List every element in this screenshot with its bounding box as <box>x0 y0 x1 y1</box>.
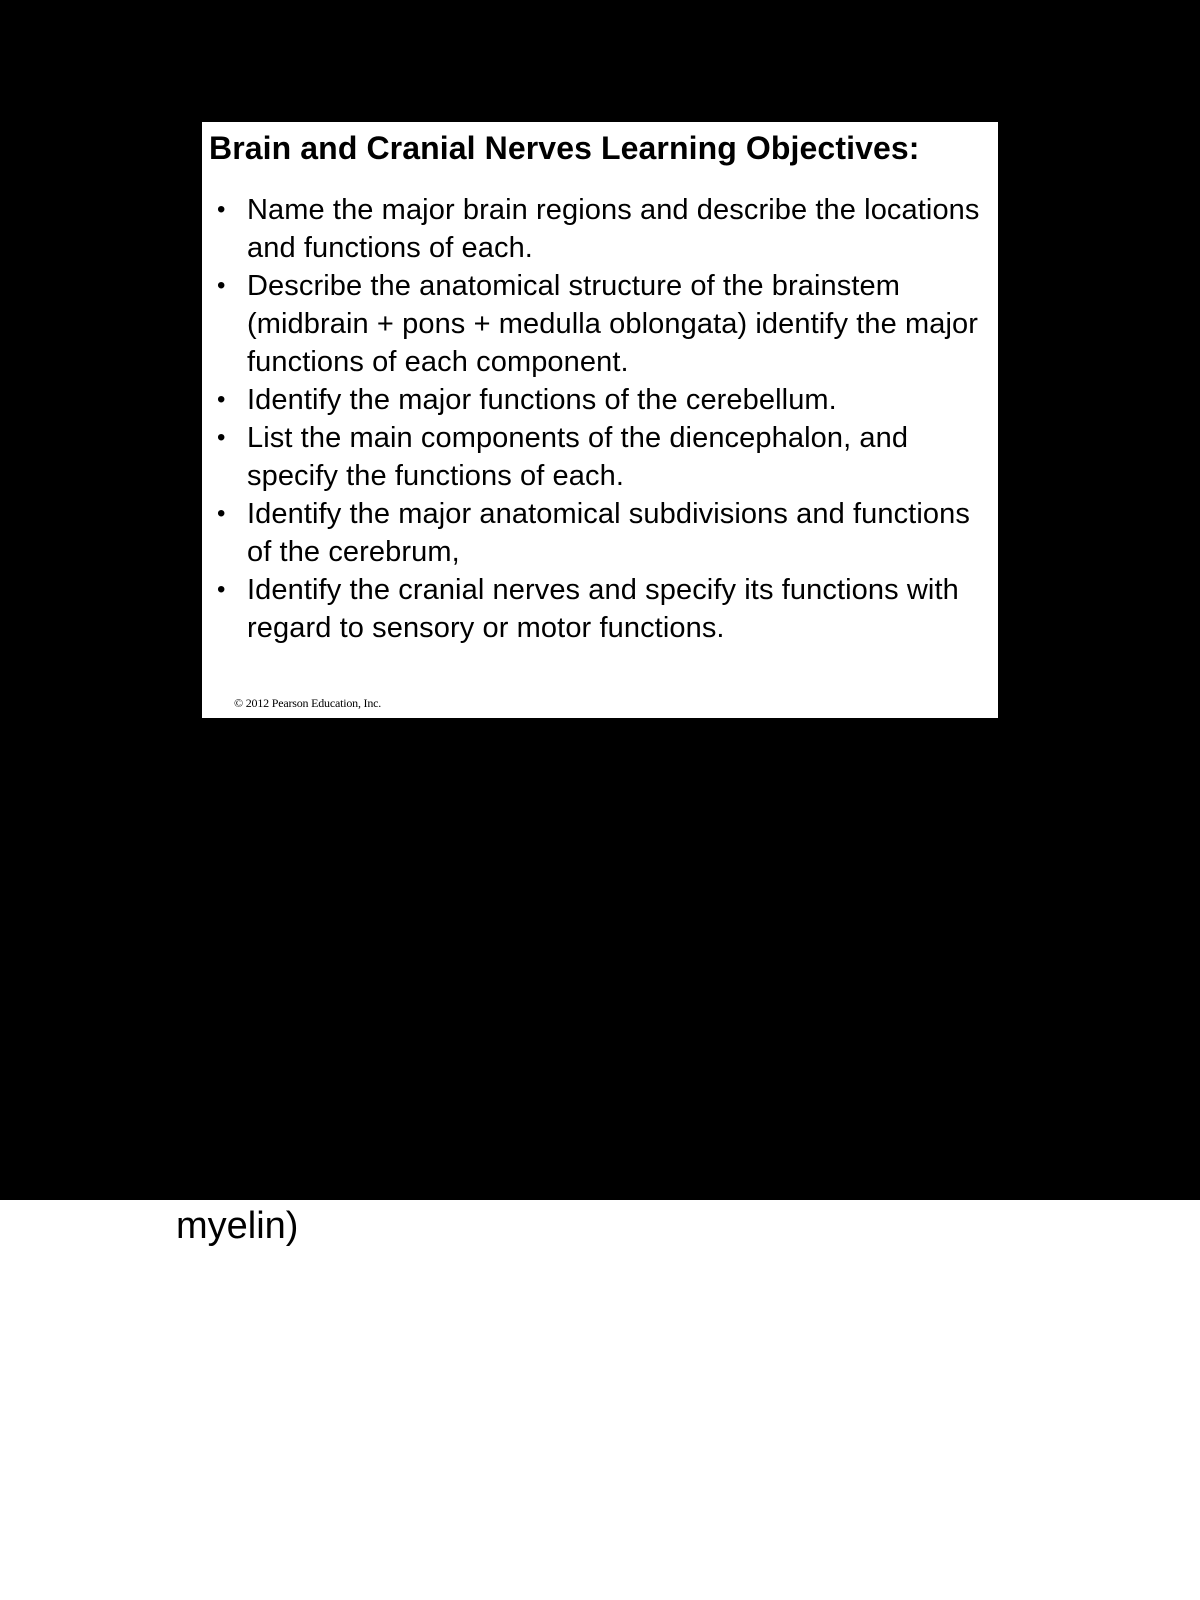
objective-item <box>209 495 998 571</box>
bullet-icon: • <box>217 196 226 223</box>
objectives-list <box>209 191 998 647</box>
objective-item <box>209 571 998 647</box>
objective-text: List the main components of the diencephalon, and specify the functions of each. <box>247 422 909 492</box>
bullet-icon: • <box>217 272 226 299</box>
copyright-notice: © 2012 Pearson Education, Inc. <box>234 696 382 710</box>
trailing-body-text: myelin) <box>176 1205 299 1247</box>
objective-text: Identify the major anatomical subdivisions and functions of the cerebrum, <box>247 498 970 568</box>
objective-item <box>209 419 998 495</box>
objective-text: Identify the major functions of the cerebellum. <box>247 384 837 416</box>
bullet-icon: • <box>217 576 226 603</box>
bullet-icon: • <box>217 386 226 413</box>
objective-text: Name the major brain regions and describe the locations and functions of each. <box>247 194 980 264</box>
bullet-icon: • <box>217 500 226 527</box>
objective-item <box>209 191 998 267</box>
objective-text: Describe the anatomical structure of the brainstem (midbrain + pons + medulla oblongata) identify the major functions of each component. <box>247 270 979 378</box>
slide-card <box>202 122 998 718</box>
objective-text: Identify the cranial nerves and specify its functions with regard to sensory or motor functions. <box>247 574 959 644</box>
slide-title: Brain and Cranial Nerves Learning Objectives: <box>209 130 920 166</box>
bullet-icon: • <box>217 424 226 451</box>
objective-item <box>209 381 998 419</box>
objective-item <box>209 267 998 381</box>
